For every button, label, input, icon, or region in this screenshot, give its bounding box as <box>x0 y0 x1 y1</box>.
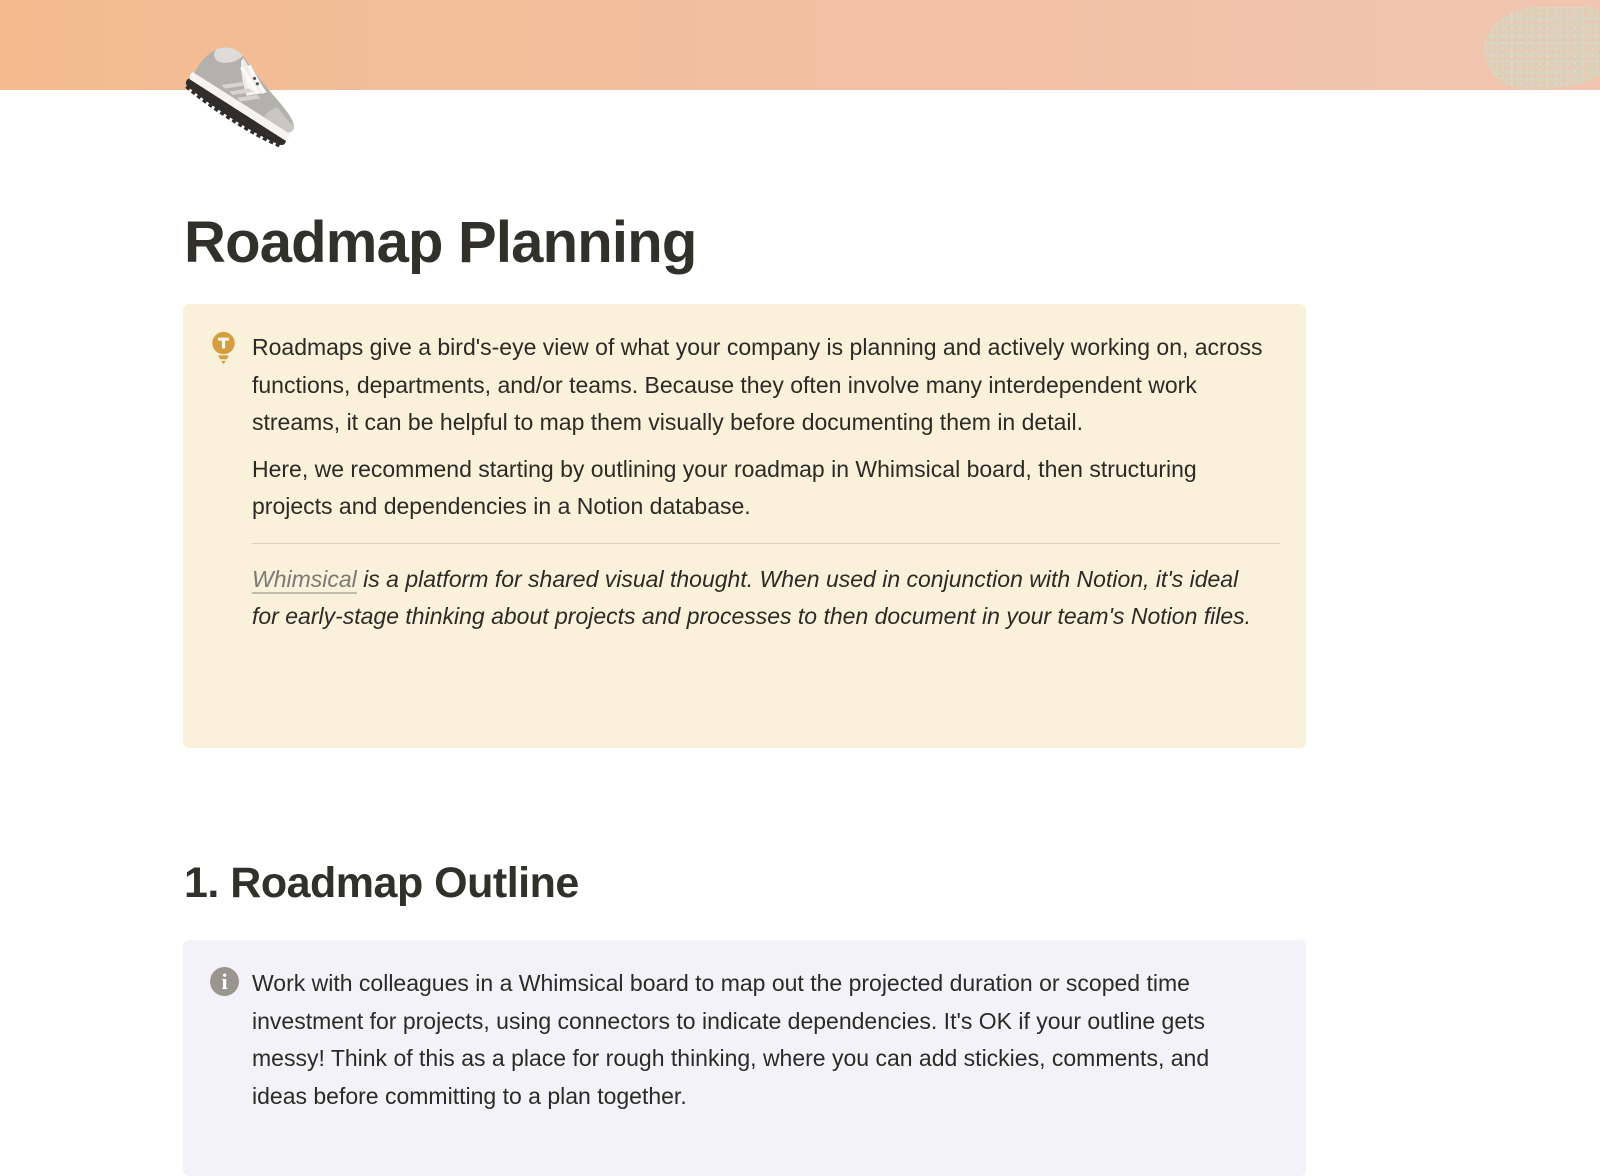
info-glyph: i <box>210 967 239 996</box>
tip-callout <box>183 304 1306 748</box>
whimsical-note-text: is a platform for shared visual thought. When used in conjunction with Notion, it's ideal for early-stage thinking about projects and processes to then document in your team's Notion files. <box>252 565 1252 629</box>
cover-texture-blob <box>1484 7 1600 89</box>
page-title[interactable]: Roadmap Planning <box>184 210 697 275</box>
sneaker-icon <box>183 22 313 152</box>
info-paragraph[interactable]: Work with colleagues in a Whimsical board to map out the projected duration or scoped time investment for projects, using connectors to indicate dependencies. It's OK if your outline gets messy! Think of this as a place for rough thinking, where you can add stickies, comments, and ideas before committing to a plan together. <box>252 970 1210 1109</box>
lightbulb-glyph <box>210 331 237 365</box>
section-heading-roadmap-outline[interactable]: 1. Roadmap Outline <box>184 859 579 907</box>
whimsical-link[interactable]: Whimsical <box>252 565 357 592</box>
lightbulb-icon[interactable] <box>210 331 243 365</box>
whimsical-note[interactable] <box>252 561 1267 636</box>
info-icon[interactable] <box>210 967 243 996</box>
info-callout <box>183 940 1306 1176</box>
tip-paragraph-1[interactable]: Roadmaps give a bird's-eye view of what your company is planning and actively working on, across functions, departments, and/or teams. Because they often involve many interdependent work streams, it can be helpful to map them visually before documenting them in detail. <box>252 334 1263 435</box>
divider <box>252 543 1280 544</box>
page-icon-sneaker[interactable] <box>183 22 313 152</box>
tip-paragraph-2[interactable]: Here, we recommend starting by outlining your roadmap in Whimsical board, then structuring projects and dependencies in a Notion database. <box>252 455 1197 519</box>
